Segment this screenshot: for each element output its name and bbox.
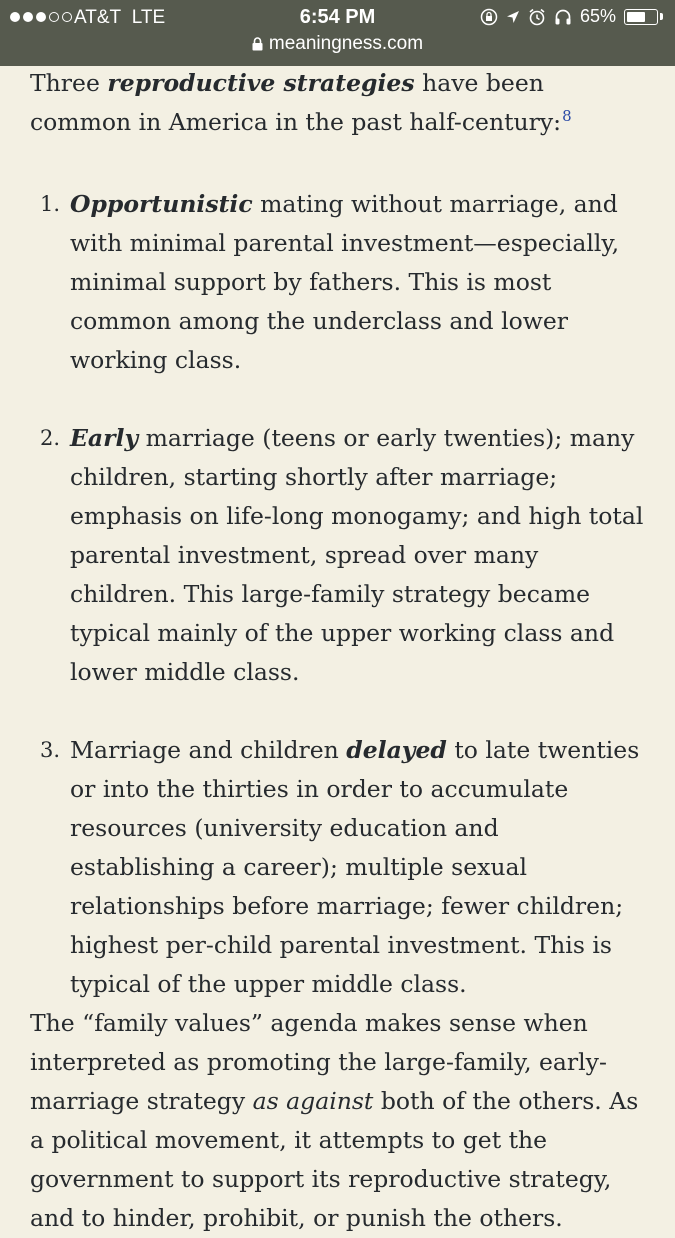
- rotation-lock-icon: [480, 8, 498, 26]
- list-item-number: 1.: [40, 192, 61, 216]
- battery-percent: 65%: [579, 6, 616, 26]
- article-body: [30, 62, 650, 1238]
- list-item-emphasis: Opportunistic: [70, 190, 253, 218]
- browser-top-bar: [0, 0, 675, 66]
- alarm-clock-icon: [528, 8, 546, 26]
- headphones-icon: [554, 8, 572, 26]
- network-type: LTE: [131, 7, 166, 28]
- lock-icon: [252, 35, 263, 57]
- list-item: 2. Early marriage (teens or early twenties); many children, starting shortly after marriage; emphasis on life-long monogamy; and high total parental investment, spread over many children. This large-family strategy became typical mainly of the upper working class and lower middle class.: [30, 419, 650, 692]
- footnote-link[interactable]: 8: [562, 107, 572, 125]
- address-bar[interactable]: [0, 33, 675, 57]
- list-item: 3. Marriage and children delayed to late twenties or into the thirties in order to accumulate resources (university education and establishing a career); multiple sexual relationships before marriage; fewer children; highest per-child parental investment. This is typical of the upper middle class.: [30, 731, 650, 1004]
- closing-paragraph: The “family values” agenda makes sense when interpreted as promoting the large-family, early-marriage strategy as against both of the others. As a political movement, it attempts to get the government to support its reproductive strategy, and to hinder, prohibit, or punish the others.: [30, 1009, 639, 1232]
- location-arrow-icon: [506, 10, 520, 24]
- battery-icon: [624, 9, 658, 25]
- list-item-emphasis: delayed: [346, 736, 447, 764]
- status-time: 6:54 PM: [299, 6, 376, 28]
- list-item: 1. Opportunistic mating without marriage, and with minimal parental investment—especially, minimal support by fathers. This is most common among the underclass and lower working class.: [30, 185, 650, 380]
- intro-paragraph: Three reproductive strategies have been common in America in the past half-century:$^8$: [30, 69, 572, 136]
- page-url: meaningness.com: [268, 33, 424, 54]
- list-item-number: 3.: [40, 738, 61, 762]
- list-item-number: 2.: [40, 426, 61, 450]
- status-bar: [0, 0, 675, 34]
- list-item-emphasis: Early: [70, 424, 139, 452]
- intro-emphasis: reproductive strategies: [107, 69, 415, 97]
- carrier-name: AT&T: [74, 7, 122, 28]
- strategies-list: [30, 185, 650, 1004]
- closing-emphasis: as against: [252, 1087, 374, 1115]
